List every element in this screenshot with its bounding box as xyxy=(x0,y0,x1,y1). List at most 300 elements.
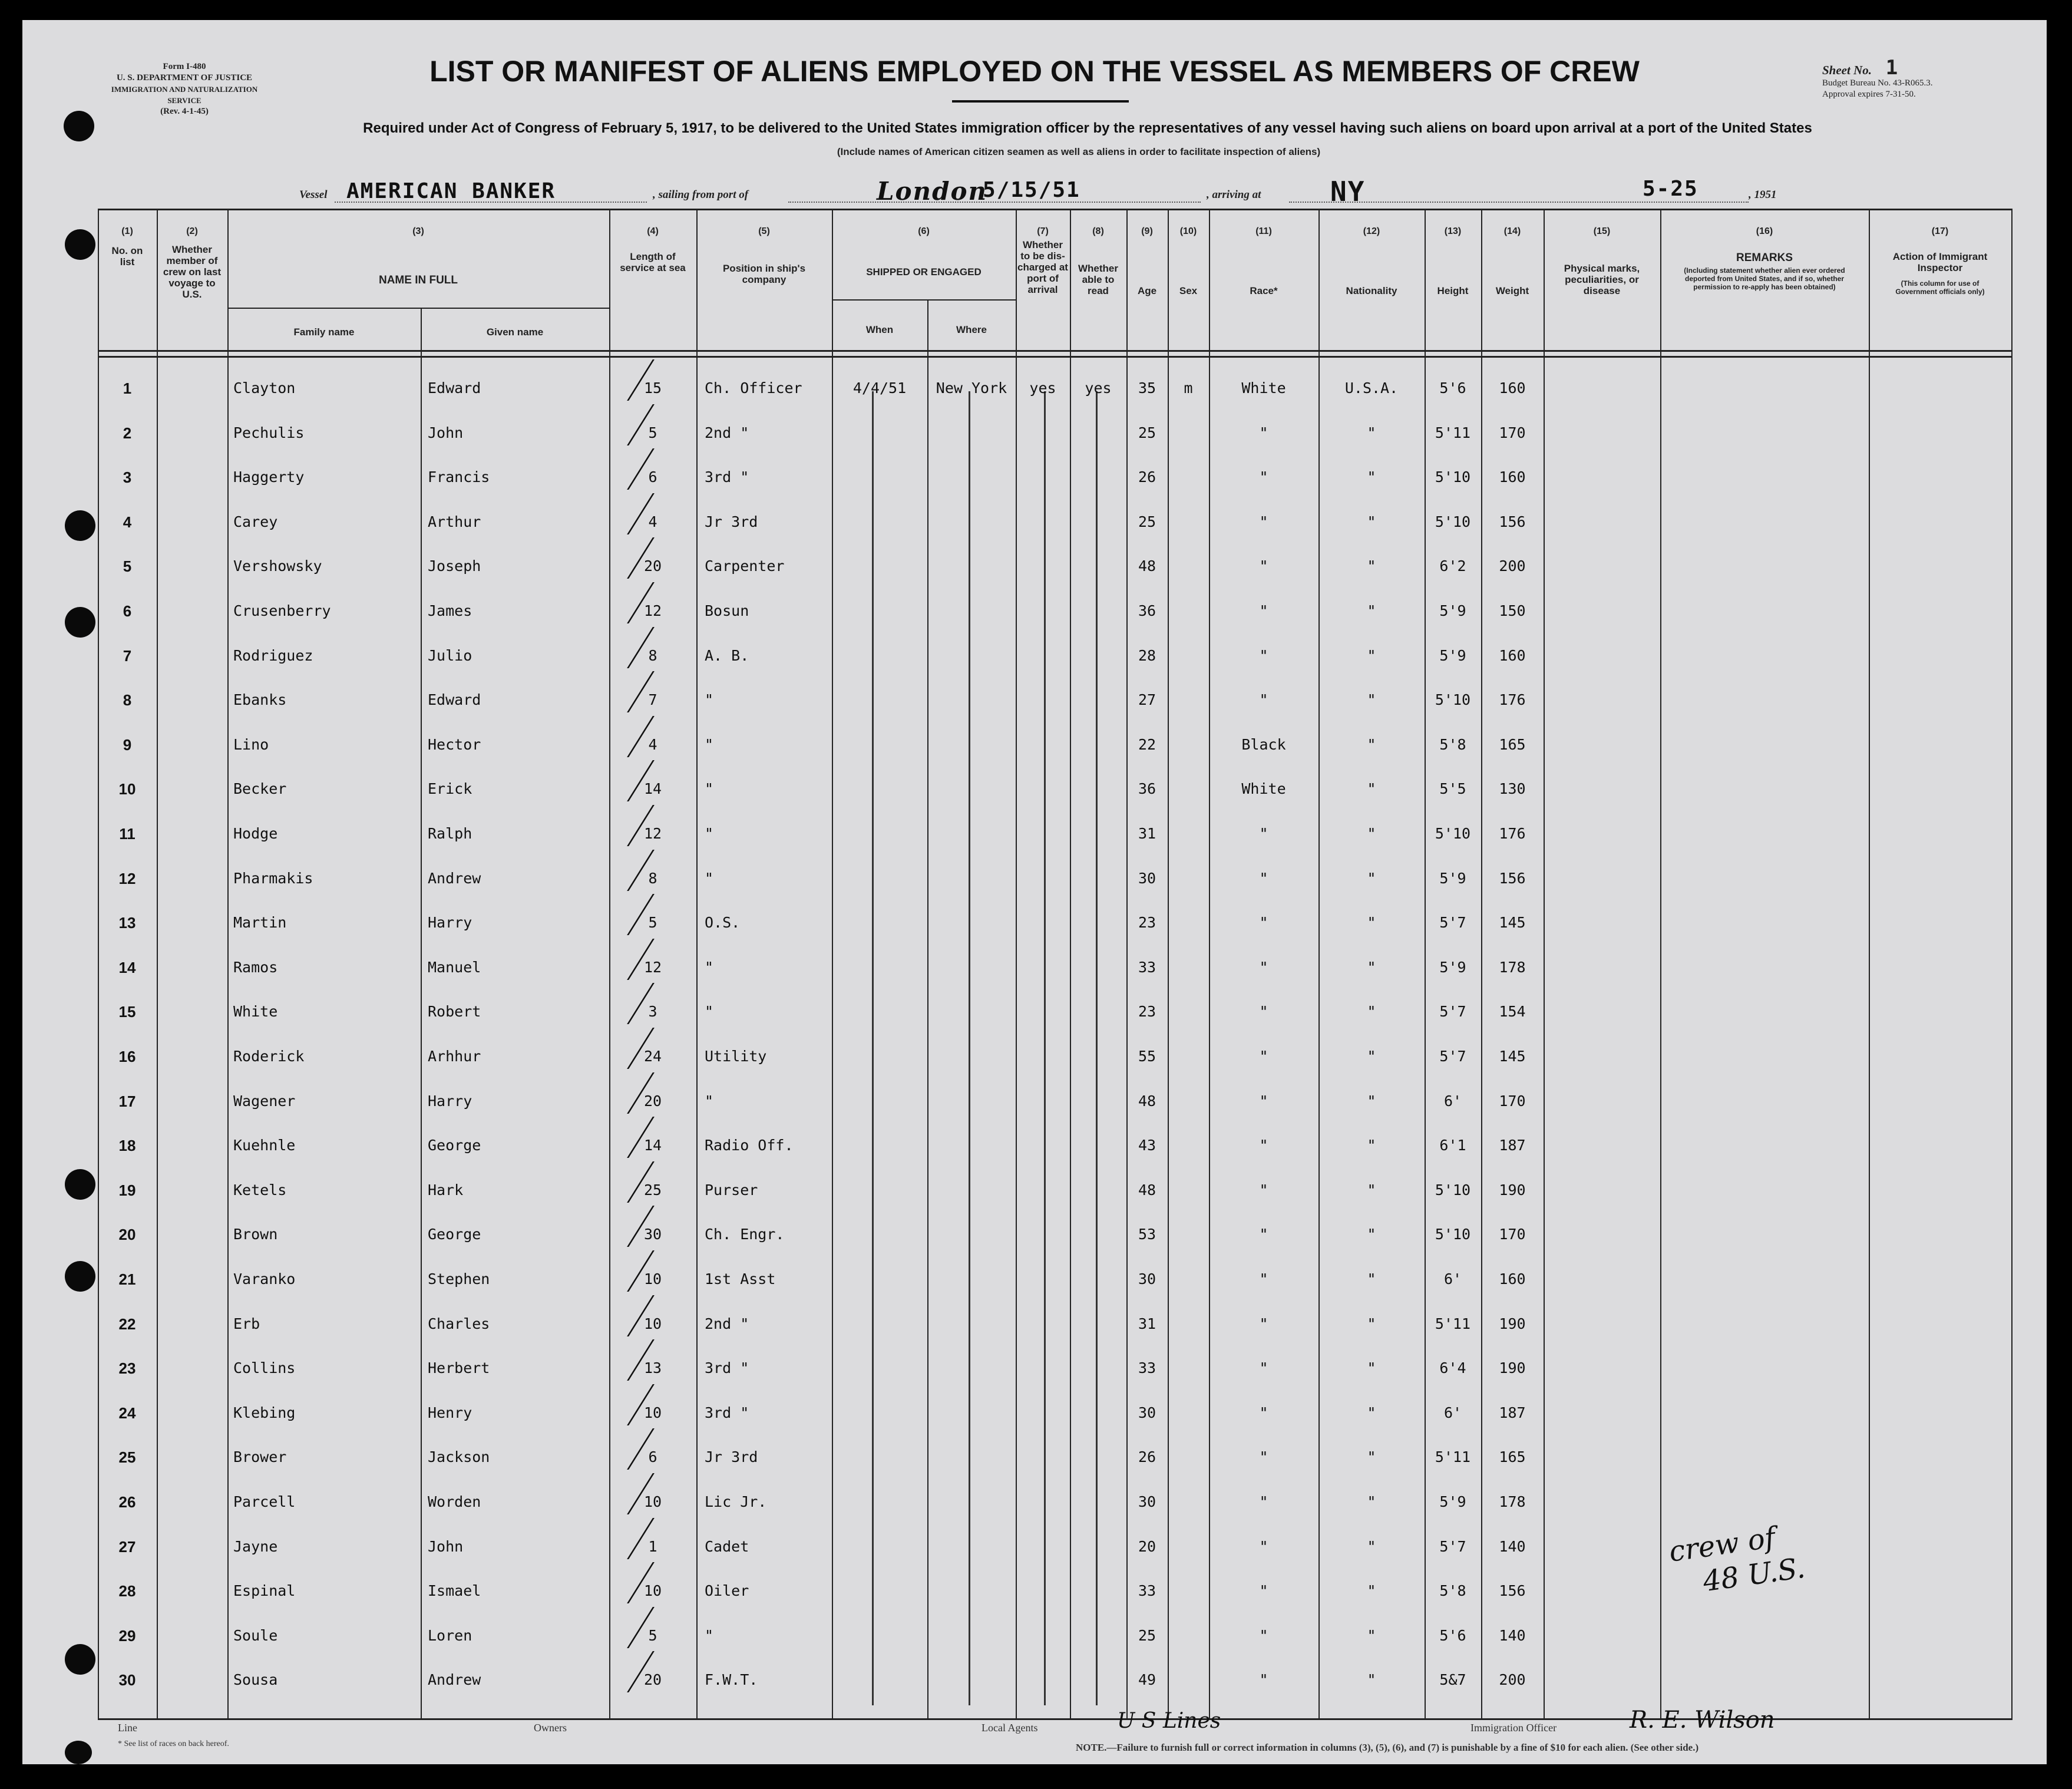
service-years: 5 xyxy=(648,914,657,931)
race-note: * See list of races on back hereof. xyxy=(118,1740,229,1748)
nationality: " xyxy=(1367,1226,1376,1243)
col-number: (10) xyxy=(1179,226,1197,236)
table-row xyxy=(98,870,2012,893)
row-number: 1 xyxy=(123,379,132,397)
officer-label: Immigration Officer xyxy=(1470,1722,1557,1734)
col-header-height: Height xyxy=(1437,285,1469,296)
family-name: Parcell xyxy=(233,1493,296,1510)
nationality: " xyxy=(1367,1181,1376,1199)
race: " xyxy=(1259,1315,1268,1332)
height: 5'9 xyxy=(1439,870,1466,887)
height: 5'8 xyxy=(1439,736,1466,753)
table-row xyxy=(98,1359,2012,1383)
row-number: 23 xyxy=(118,1359,136,1377)
age: 33 xyxy=(1138,1582,1156,1599)
family-name: Jayne xyxy=(233,1538,278,1555)
service-years: 20 xyxy=(643,557,662,575)
weight: 156 xyxy=(1499,870,1526,887)
given-name: Harry xyxy=(428,1092,472,1110)
weight: 178 xyxy=(1499,1493,1526,1510)
row-number: 20 xyxy=(118,1226,136,1243)
service-years: 12 xyxy=(643,825,662,842)
age: 36 xyxy=(1138,780,1156,797)
family-name: Roderick xyxy=(233,1048,305,1065)
row-number: 15 xyxy=(118,1003,136,1021)
col-header-position: Position in ship's company xyxy=(722,263,806,285)
col-number: (7) xyxy=(1037,226,1049,236)
header-bottom-rule-2 xyxy=(98,356,2012,358)
table-row xyxy=(98,825,2012,849)
row-number: 12 xyxy=(118,870,136,887)
family-name: Soule xyxy=(233,1627,278,1644)
age: 25 xyxy=(1138,513,1156,530)
height: 5&7 xyxy=(1439,1671,1466,1688)
race: " xyxy=(1259,1181,1268,1199)
age: 31 xyxy=(1138,825,1156,842)
table-row xyxy=(98,1137,2012,1160)
table-row xyxy=(98,1448,2012,1472)
given-name: Hector xyxy=(428,736,481,753)
height: 5'7 xyxy=(1439,914,1466,931)
age: 43 xyxy=(1138,1137,1156,1154)
col-header-race: Race* xyxy=(1250,285,1278,296)
col-number: (11) xyxy=(1255,226,1272,236)
given-name: George xyxy=(428,1226,481,1243)
family-name: Ramos xyxy=(233,959,278,976)
service-years: 10 xyxy=(643,1493,662,1510)
crew-table xyxy=(98,209,2012,1718)
col-header-remarks-note: (Including statement whether alien ever ordered deported from United States, and if so, whether permission to re-apply has been obtained) xyxy=(1684,266,1845,291)
family-name: Lino xyxy=(233,736,269,753)
height: 5'10 xyxy=(1435,1181,1471,1199)
row-number: 29 xyxy=(118,1627,136,1645)
col-header-discharged: Whether to be dis-charged at port of arrival xyxy=(1017,239,1068,295)
age: 48 xyxy=(1138,557,1156,575)
row-number: 7 xyxy=(123,647,132,665)
given-name: Arhhur xyxy=(428,1048,481,1065)
given-name: Andrew xyxy=(428,870,481,887)
family-name: Becker xyxy=(233,780,287,797)
family-name: Haggerty xyxy=(233,468,305,486)
service-years: 4 xyxy=(648,513,657,530)
family-name: White xyxy=(233,1003,278,1020)
race: " xyxy=(1259,691,1268,708)
weight: 170 xyxy=(1499,1092,1526,1110)
title-rule xyxy=(952,100,1129,103)
weight: 150 xyxy=(1499,602,1526,619)
race: " xyxy=(1259,1627,1268,1644)
race: " xyxy=(1259,424,1268,441)
given-name: Worden xyxy=(428,1493,481,1510)
service-years: 25 xyxy=(643,1181,662,1199)
position: 1st Asst xyxy=(705,1270,776,1288)
col-header-sex: Sex xyxy=(1179,285,1198,296)
height: 5'9 xyxy=(1439,602,1466,619)
position: " xyxy=(705,959,714,976)
position: Ch. Engr. xyxy=(705,1226,785,1243)
col-number: (13) xyxy=(1444,226,1462,236)
col-number: (1) xyxy=(121,226,133,236)
table-row xyxy=(98,424,2012,448)
table-row xyxy=(98,468,2012,492)
race: " xyxy=(1259,1493,1268,1510)
position: Jr 3rd xyxy=(705,513,758,530)
service-years: 3 xyxy=(648,1003,657,1020)
age: 33 xyxy=(1138,1359,1156,1377)
age: 23 xyxy=(1138,914,1156,931)
height: 5'6 xyxy=(1439,1627,1466,1644)
given-name: John xyxy=(428,424,464,441)
age: 28 xyxy=(1138,647,1156,664)
family-name: Klebing xyxy=(233,1404,296,1421)
service-years: 4 xyxy=(648,736,657,753)
service-years: 10 xyxy=(643,1315,662,1332)
service-years: 8 xyxy=(648,647,657,664)
given-name: Manuel xyxy=(428,959,481,976)
weight: 190 xyxy=(1499,1181,1526,1199)
nationality: " xyxy=(1367,557,1376,575)
weight: 170 xyxy=(1499,424,1526,441)
given-name: Stephen xyxy=(428,1270,490,1288)
weight: 165 xyxy=(1499,736,1526,753)
weight: 160 xyxy=(1499,379,1526,397)
table-row xyxy=(98,1048,2012,1071)
binder-hole xyxy=(65,1261,95,1292)
col-number: (17) xyxy=(1931,226,1949,236)
position: 3rd " xyxy=(705,1404,749,1421)
nationality: " xyxy=(1367,1404,1376,1421)
col-number: (4) xyxy=(647,226,659,236)
table-row xyxy=(98,1315,2012,1339)
nationality: " xyxy=(1367,959,1376,976)
family-name: Sousa xyxy=(233,1671,278,1688)
service-years: 6 xyxy=(648,1448,657,1465)
vessel-label: Vessel xyxy=(299,189,328,201)
race: " xyxy=(1259,1448,1268,1465)
nationality: " xyxy=(1367,1003,1376,1020)
row-number: 8 xyxy=(123,691,132,709)
weight: 160 xyxy=(1499,468,1526,486)
arriving-label: , arriving at xyxy=(1207,189,1261,201)
service-years: 14 xyxy=(643,1137,662,1154)
family-name: Collins xyxy=(233,1359,296,1377)
weight: 140 xyxy=(1499,1627,1526,1644)
col-number: (14) xyxy=(1503,226,1521,236)
sex: m xyxy=(1184,379,1193,397)
age: 48 xyxy=(1138,1092,1156,1110)
table-row xyxy=(98,691,2012,715)
table-row xyxy=(98,647,2012,671)
race: " xyxy=(1259,647,1268,664)
weight: 145 xyxy=(1499,914,1526,931)
table-row xyxy=(98,1226,2012,1249)
nationality: " xyxy=(1367,1493,1376,1510)
col-header-remarks: REMARKS xyxy=(1736,252,1793,264)
sailing-port: London xyxy=(877,177,987,206)
row-number: 26 xyxy=(118,1493,136,1511)
nationality: " xyxy=(1367,1671,1376,1688)
family-name: Espinal xyxy=(233,1582,296,1599)
table-row xyxy=(98,1404,2012,1428)
position: F.W.T. xyxy=(705,1671,758,1688)
col-header-inspector-note: (This column for use of Government officials only) xyxy=(1895,279,1985,296)
weight: 187 xyxy=(1499,1404,1526,1421)
weight: 160 xyxy=(1499,1270,1526,1288)
service-years: 10 xyxy=(643,1404,662,1421)
nationality: U.S.A. xyxy=(1344,379,1399,397)
age: 33 xyxy=(1138,959,1156,976)
race: " xyxy=(1259,1582,1268,1599)
row-number: 9 xyxy=(123,736,132,754)
nationality: " xyxy=(1367,602,1376,619)
weight: 165 xyxy=(1499,1448,1526,1465)
table-row xyxy=(98,379,2012,403)
row-number: 28 xyxy=(118,1582,136,1600)
row-number: 17 xyxy=(118,1092,136,1110)
family-name: Crusenberry xyxy=(233,602,331,619)
height: 5'10 xyxy=(1435,468,1471,486)
col-number: (9) xyxy=(1141,226,1153,236)
race: " xyxy=(1259,1092,1268,1110)
age: 55 xyxy=(1138,1048,1156,1065)
service-years: 30 xyxy=(643,1226,662,1243)
height: 5'10 xyxy=(1435,1226,1471,1243)
weight: 156 xyxy=(1499,1582,1526,1599)
given-name: George xyxy=(428,1137,481,1154)
row-number: 24 xyxy=(118,1404,136,1422)
service-years: 12 xyxy=(643,959,662,976)
position: 3rd " xyxy=(705,468,749,486)
col-header-last-voyage: Whether member of crew on last voyage to U.S. xyxy=(163,244,222,300)
nationality: " xyxy=(1367,1538,1376,1555)
given-name: Charles xyxy=(428,1315,490,1332)
weight: 190 xyxy=(1499,1359,1526,1377)
height: 5'10 xyxy=(1435,513,1471,530)
race: White xyxy=(1241,780,1286,797)
row-number: 30 xyxy=(118,1671,136,1689)
position: Bosun xyxy=(705,602,749,619)
weight: 200 xyxy=(1499,1671,1526,1688)
binder-hole xyxy=(65,1741,92,1764)
table-row xyxy=(98,1493,2012,1517)
table-top-rule-bold xyxy=(98,209,2012,210)
vessel-line xyxy=(299,178,1802,207)
race: " xyxy=(1259,1226,1268,1243)
weight: 140 xyxy=(1499,1538,1526,1555)
height: 5'7 xyxy=(1439,1003,1466,1020)
col-header-nationality: Nationality xyxy=(1346,285,1397,296)
given-name: Robert xyxy=(428,1003,481,1020)
age: 20 xyxy=(1138,1538,1156,1555)
row-number: 10 xyxy=(118,780,136,798)
binder-hole xyxy=(65,229,95,260)
position: Utility xyxy=(705,1048,767,1065)
table-row xyxy=(98,557,2012,581)
race: " xyxy=(1259,870,1268,887)
service-years: 10 xyxy=(643,1582,662,1599)
nationality: " xyxy=(1367,1270,1376,1288)
weight: 170 xyxy=(1499,1226,1526,1243)
service-years: 1 xyxy=(648,1538,657,1555)
service-years: 5 xyxy=(648,1627,657,1644)
revision: (Rev. 4-1-45) xyxy=(160,107,209,116)
nationality: " xyxy=(1367,691,1376,708)
nationality: " xyxy=(1367,780,1376,797)
position: 2nd " xyxy=(705,424,749,441)
nationality: " xyxy=(1367,914,1376,931)
owners-label: Owners xyxy=(534,1722,567,1734)
officer-signature: R. E. Wilson xyxy=(1630,1707,1775,1734)
given-name: Jackson xyxy=(428,1448,490,1465)
manifest-sheet xyxy=(22,20,2047,1764)
age: 26 xyxy=(1138,468,1156,486)
row-number: 13 xyxy=(118,914,136,932)
position: Lic Jr. xyxy=(705,1493,767,1510)
service: IMMIGRATION AND NATURALIZATION SERVICE xyxy=(111,85,258,105)
weight: 156 xyxy=(1499,513,1526,530)
row-number: 11 xyxy=(119,825,136,843)
weight: 130 xyxy=(1499,780,1526,797)
line-label: Line xyxy=(118,1722,137,1734)
family-name: Vershowsky xyxy=(233,557,322,575)
family-name: Brower xyxy=(233,1448,287,1465)
col-header-no: No. on list xyxy=(111,245,143,268)
nationality: " xyxy=(1367,870,1376,887)
shipped-subrule xyxy=(832,299,1016,301)
weight: 190 xyxy=(1499,1315,1526,1332)
position: A. B. xyxy=(705,647,749,664)
given-name: James xyxy=(428,602,472,619)
weight: 187 xyxy=(1499,1137,1526,1154)
height: 6' xyxy=(1443,1404,1462,1421)
col-header-weight: Weight xyxy=(1495,285,1529,296)
position: Ch. Officer xyxy=(705,379,802,397)
height: 5'11 xyxy=(1435,1448,1471,1465)
nationality: " xyxy=(1367,424,1376,441)
height: 5'5 xyxy=(1439,780,1466,797)
family-name: Clayton xyxy=(233,379,296,397)
race: " xyxy=(1259,959,1268,976)
height: 5'9 xyxy=(1439,647,1466,664)
name-subrule xyxy=(227,308,609,309)
given-name: Andrew xyxy=(428,1671,481,1688)
col-header-when: When xyxy=(865,324,894,335)
race: " xyxy=(1259,825,1268,842)
race: " xyxy=(1259,1671,1268,1688)
race: " xyxy=(1259,1048,1268,1065)
position: " xyxy=(705,691,714,708)
position: " xyxy=(705,1627,714,1644)
nationality: " xyxy=(1367,1048,1376,1065)
race: " xyxy=(1259,1003,1268,1020)
family-name: Ebanks xyxy=(233,691,287,708)
year-label: , 1951 xyxy=(1749,189,1777,201)
sheet-number: 1 xyxy=(1885,56,1898,80)
row-number: 18 xyxy=(118,1137,136,1154)
position: Cadet xyxy=(705,1538,749,1555)
col-header-inspector: Action of Immigrant Inspector xyxy=(1892,251,1988,273)
family-name: Carey xyxy=(233,513,278,530)
race: Black xyxy=(1241,736,1286,753)
budget-bureau: Budget Bureau No. 43-R065.3. xyxy=(1822,78,1933,88)
weight: 200 xyxy=(1499,557,1526,575)
height: 5'7 xyxy=(1439,1538,1466,1555)
table-row xyxy=(98,1627,2012,1651)
row-number: 2 xyxy=(123,424,132,442)
table-row xyxy=(98,1181,2012,1205)
form-number: Form I-480 xyxy=(163,62,206,71)
age: 25 xyxy=(1138,424,1156,441)
given-name: John xyxy=(428,1538,464,1555)
annotation-line-1: crew of xyxy=(1667,1521,1777,1569)
position: Oiler xyxy=(705,1582,749,1599)
col-header-service: Length of service at sea xyxy=(620,251,686,273)
family-name: Hodge xyxy=(233,825,278,842)
sailing-date: 5/15/51 xyxy=(983,178,1080,202)
height: 6'2 xyxy=(1439,557,1466,575)
col-header-physical-marks: Physical marks, peculiarities, or disease xyxy=(1564,263,1640,296)
age: 30 xyxy=(1138,1404,1156,1421)
binder-hole xyxy=(65,510,95,541)
height: 5'6 xyxy=(1439,379,1466,397)
nationality: " xyxy=(1367,825,1376,842)
family-name: Pharmakis xyxy=(233,870,313,887)
row-number: 4 xyxy=(123,513,132,531)
height: 6' xyxy=(1443,1270,1462,1288)
given-name: Ismael xyxy=(428,1582,481,1599)
nationality: " xyxy=(1367,1092,1376,1110)
nationality: " xyxy=(1367,513,1376,530)
nationality: " xyxy=(1367,647,1376,664)
race: " xyxy=(1259,557,1268,575)
age: 36 xyxy=(1138,602,1156,619)
nationality: " xyxy=(1367,1137,1376,1154)
binder-hole xyxy=(65,607,95,638)
age: 49 xyxy=(1138,1671,1156,1688)
age: 35 xyxy=(1138,379,1156,397)
nationality: " xyxy=(1367,1448,1376,1465)
nationality: " xyxy=(1367,1315,1376,1332)
given-name: Francis xyxy=(428,468,490,486)
height: 6'4 xyxy=(1439,1359,1466,1377)
agents-value: U S Lines xyxy=(1117,1709,1221,1733)
service-years: 20 xyxy=(643,1092,662,1110)
service-years: 12 xyxy=(643,602,662,619)
col-number: (6) xyxy=(918,226,930,236)
service-years: 24 xyxy=(643,1048,662,1065)
height: 5'11 xyxy=(1435,1315,1471,1332)
height: 5'9 xyxy=(1439,1493,1466,1510)
row-number: 5 xyxy=(123,557,132,575)
col-header-where: Where xyxy=(956,324,987,335)
age: 23 xyxy=(1138,1003,1156,1020)
family-name: Kuehnle xyxy=(233,1137,296,1154)
position: " xyxy=(705,1092,714,1110)
height: 5'8 xyxy=(1439,1582,1466,1599)
table-row xyxy=(98,513,2012,537)
col-header-shipped: SHIPPED OR ENGAGED xyxy=(866,266,982,278)
binder-hole xyxy=(65,1169,95,1200)
footer-note: NOTE.—Failure to furnish full or correct information in columns (3), (5), (6), and (7) is punishable by a fine of $10 for each alien. (See other side.) xyxy=(1076,1742,1699,1753)
service-years: 8 xyxy=(648,870,657,887)
position: 2nd " xyxy=(705,1315,749,1332)
position: Radio Off. xyxy=(705,1137,794,1154)
position: " xyxy=(705,825,714,842)
position: 3rd " xyxy=(705,1359,749,1377)
given-name: Harry xyxy=(428,914,472,931)
table-row xyxy=(98,1092,2012,1116)
service-years: 13 xyxy=(643,1359,662,1377)
